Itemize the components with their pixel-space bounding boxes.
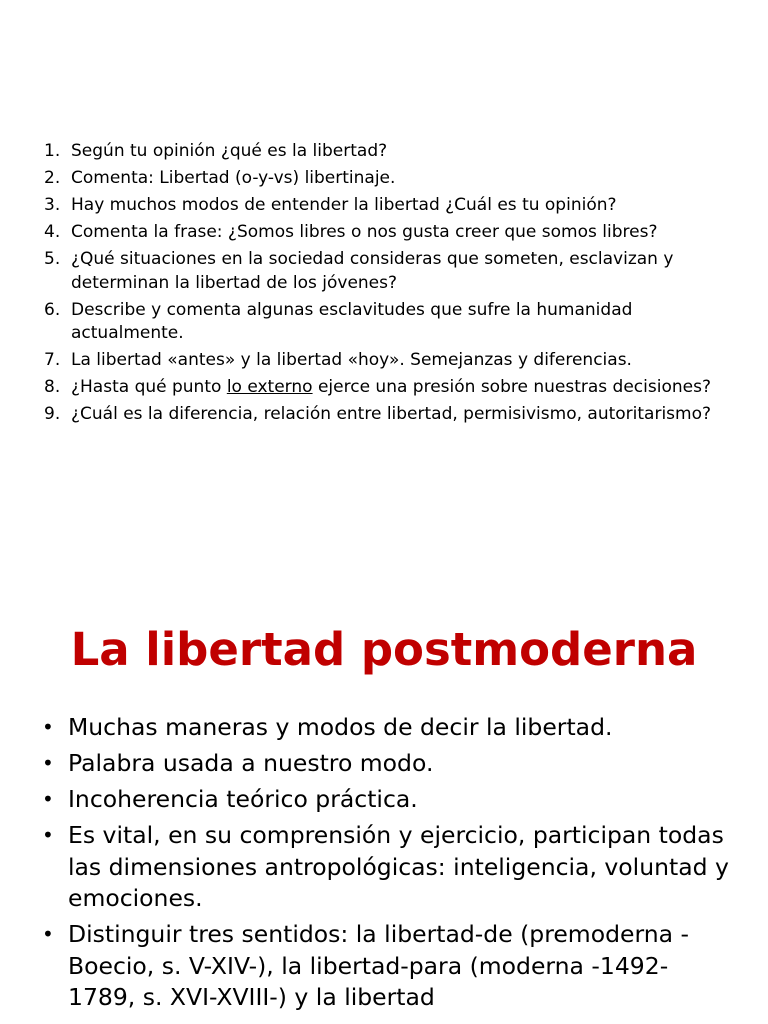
- question-text-after: ejerce una presión sobre nuestras decisiones?: [312, 377, 711, 397]
- question-text: La libertad «antes» y la libertad «hoy». Semejanzas y diferencias.: [71, 350, 632, 370]
- bullet-marker: •: [42, 787, 54, 811]
- question-number: 9.: [44, 404, 61, 424]
- question-number: 4.: [44, 222, 61, 242]
- question-item: [44, 221, 734, 245]
- bullet-item: [42, 784, 732, 816]
- question-text: ¿Cuál es la diferencia, relación entre libertad, permisivismo, autoritarismo?: [71, 404, 712, 424]
- question-text: Según tu opinión ¿qué es la libertad?: [71, 141, 388, 161]
- bullet-item: [42, 820, 732, 915]
- question-item: [44, 194, 734, 218]
- bullet-text: Incoherencia teórico práctica.: [68, 785, 418, 813]
- postmodern-freedom-slide: [0, 600, 768, 1024]
- question-text: Comenta: Libertad (o-y-vs) libertinaje.: [71, 168, 396, 188]
- question-number: 3.: [44, 195, 61, 215]
- question-number: 2.: [44, 168, 61, 188]
- underlined-phrase: lo externo: [226, 377, 313, 397]
- question-number: 5.: [44, 249, 61, 269]
- bullet-item: [42, 712, 732, 744]
- bullet-text: Es vital, en su comprensión y ejercicio, participan todas las dimensiones antropológicas: inteligencia, voluntad y emociones.: [68, 821, 729, 912]
- question-list: [44, 140, 734, 430]
- bullet-item: [42, 919, 732, 1014]
- question-item: [44, 376, 734, 400]
- question-number: 1.: [44, 141, 61, 161]
- bullet-marker: •: [42, 823, 54, 847]
- slide-title: La libertad postmoderna: [70, 623, 698, 676]
- question-number: 7.: [44, 350, 61, 370]
- question-item: [44, 349, 734, 373]
- question-text: ¿Qué situaciones en la sociedad consideras que someten, esclavizan y determinan la libertad de los jóvenes?: [71, 249, 674, 293]
- question-item: [44, 167, 734, 191]
- bullet-marker: •: [42, 922, 54, 946]
- bullet-text: Distinguir tres sentidos: la libertad-de (premoderna -Boecio, s. V-XIV-), la libertad-para (moderna -1492-1789, s. XVI-XVIII-) y la libertad: [68, 920, 689, 1011]
- bullet-list: [42, 712, 732, 1018]
- question-item: [44, 140, 734, 164]
- question-text: Comenta la frase: ¿Somos libres o nos gusta creer que somos libres?: [71, 222, 658, 242]
- question-text: [71, 377, 711, 397]
- question-number: 8.: [44, 377, 61, 397]
- question-text: Describe y comenta algunas esclavitudes que sufre la humanidad actualmente.: [71, 299, 633, 343]
- bullet-text: Muchas maneras y modos de decir la libertad.: [68, 713, 613, 741]
- question-number: 6.: [44, 299, 61, 320]
- question-item: [44, 248, 734, 295]
- question-item: [44, 299, 734, 346]
- bullet-text: Palabra usada a nuestro modo.: [68, 749, 434, 777]
- bullet-marker: •: [42, 715, 54, 739]
- question-text: Hay muchos modos de entender la libertad ¿Cuál es tu opinión?: [71, 195, 617, 215]
- question-text-before: ¿Hasta qué punto: [71, 377, 227, 397]
- bullet-marker: •: [42, 751, 54, 775]
- bullet-item: [42, 748, 732, 780]
- question-item: [44, 403, 734, 427]
